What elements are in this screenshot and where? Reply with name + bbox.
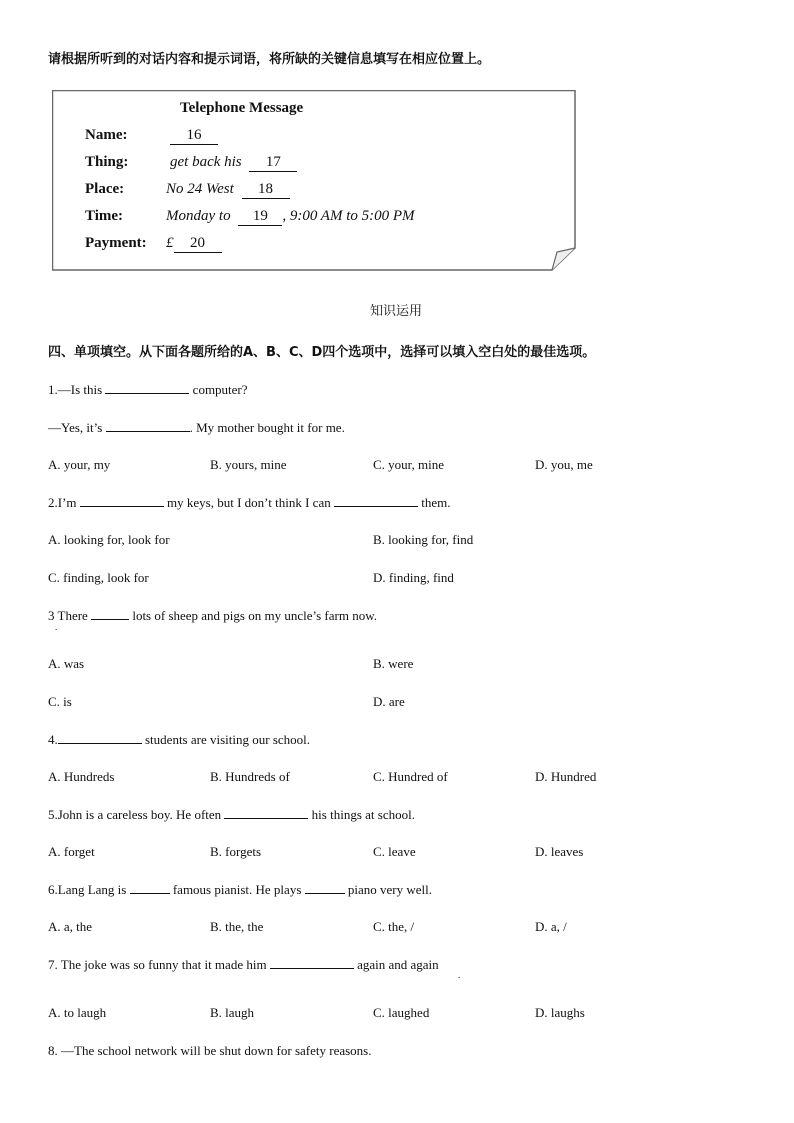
q4-blank: [58, 731, 142, 744]
q7-option-a: A. to laugh: [48, 1005, 107, 1020]
name-value: [170, 127, 218, 145]
q1-text-d: . My mother bought it for me.: [189, 420, 345, 435]
q6-text-a: 6.Lang Lang is: [48, 882, 127, 897]
q3-option-c: C. is: [48, 694, 72, 709]
q3-text-a: 3 There: [48, 608, 88, 623]
q4-option-b: B. Hundreds of: [210, 769, 290, 784]
q4-text-b: students are visiting our school.: [145, 732, 311, 747]
listening-instruction: 请根据所听到的对话内容和提示词语，将所缺的关键信息填写在相应位置上。: [48, 52, 491, 67]
section-title: 知识运用: [370, 304, 423, 319]
time-text: Monday to: [166, 208, 231, 224]
q3-text-b: lots of sheep and pigs on my uncle’s farm now.: [132, 608, 377, 623]
blank-19: 19: [238, 208, 282, 226]
q6-option-c: C. the, /: [373, 919, 415, 934]
q5-option-c: C. leave: [373, 844, 416, 859]
q5-text-b: his things at school.: [311, 807, 415, 822]
q4-option-c: C. Hundred of: [373, 769, 448, 784]
q4-option-d: D. Hundred: [535, 769, 597, 784]
q1-blank-1: [105, 381, 189, 394]
q5-text-a: 5.John is a careless boy. He often: [48, 807, 222, 822]
q6-option-b: B. the, the: [210, 919, 264, 934]
part-heading: 四、单项填空。从下面各题所给的A、B、C、D四个选项中，选择可以填入空白处的最佳选项。: [48, 345, 596, 360]
place-value: [166, 181, 290, 199]
time-hours: , 9:00 AM to 5:00 PM: [282, 208, 415, 224]
q6-line: [48, 881, 432, 898]
blank-20: 20: [174, 235, 222, 253]
time-label: Time:: [85, 208, 124, 224]
q4-option-a: A. Hundreds: [48, 769, 115, 784]
place-label: Place:: [85, 181, 125, 197]
q7-dot: .: [458, 970, 461, 980]
q8-line: 8. —The school network will be shut down for safety reasons.: [48, 1043, 372, 1058]
place-text: No 24 West: [166, 181, 234, 197]
q2-option-d: D. finding, find: [373, 570, 454, 585]
q3-blank: [91, 607, 129, 620]
q1-option-c: C. your, mine: [373, 457, 444, 472]
q1-line2: [48, 419, 345, 436]
q1-text-a: 1.—Is this: [48, 382, 103, 397]
q7-line: [48, 956, 439, 973]
q1-text-c: —Yes, it’s: [48, 420, 103, 435]
thing-value: [170, 154, 297, 172]
blank-18: 18: [242, 181, 290, 199]
q4-text-a: 4.: [48, 732, 58, 747]
q1-line1: [48, 381, 248, 398]
message-title: Telephone Message: [180, 100, 304, 116]
q6-option-d: D. a, /: [535, 919, 567, 934]
q2-text-b: my keys, but I don’t think I can: [167, 495, 331, 510]
q1-option-a: A. your, my: [48, 457, 111, 472]
q6-blank-1: [130, 881, 170, 894]
q2-option-a: A. looking for, look for: [48, 532, 170, 547]
q1-blank-2: [106, 419, 190, 432]
q1-option-d: D. you, me: [535, 457, 593, 472]
thing-text: get back his: [170, 154, 242, 170]
q3-option-a: A. was: [48, 656, 85, 671]
q1-option-b: B. yours, mine: [210, 457, 287, 472]
q2-blank-1: [80, 494, 164, 507]
q7-text-b: again and again: [357, 957, 439, 972]
q2-option-b: B. looking for, find: [373, 532, 474, 547]
q7-option-b: B. laugh: [210, 1005, 255, 1020]
q5-option-a: A. forget: [48, 844, 95, 859]
q3-option-d: D. are: [373, 694, 405, 709]
q6-option-a: A. a, the: [48, 919, 93, 934]
q3-option-b: B. were: [373, 656, 414, 671]
q5-option-b: B. forgets: [210, 844, 262, 859]
q7-option-d: D. laughs: [535, 1005, 585, 1020]
q2-text-c: them.: [421, 495, 451, 510]
q5-option-d: D. leaves: [535, 844, 584, 859]
pound-sign: £: [166, 235, 174, 251]
q3-line: [48, 607, 377, 624]
q4-line: [48, 731, 310, 748]
name-label: Name:: [85, 127, 128, 143]
q6-blank-2: [305, 881, 345, 894]
q6-text-c: piano very well.: [347, 882, 433, 897]
q5-line: [48, 806, 415, 823]
q1-text-b: computer?: [192, 382, 248, 397]
q3-dot: .: [55, 622, 58, 632]
blank-16: 16: [170, 127, 218, 145]
q7-option-c: C. laughed: [373, 1005, 430, 1020]
q7-blank: [270, 956, 354, 969]
payment-value: [166, 235, 222, 253]
q2-line: [48, 494, 450, 511]
payment-label: Payment:: [85, 235, 147, 251]
thing-label: Thing:: [85, 154, 129, 170]
q6-text-b: famous pianist. He plays: [172, 882, 302, 897]
blank-17: 17: [249, 154, 297, 172]
q2-text-a: 2.I’m: [48, 495, 77, 510]
time-value: [166, 208, 415, 226]
q2-option-c: C. finding, look for: [48, 570, 149, 585]
q2-blank-2: [334, 494, 418, 507]
q7-text-a: 7. The joke was so funny that it made him: [48, 957, 267, 972]
q5-blank: [224, 806, 308, 819]
